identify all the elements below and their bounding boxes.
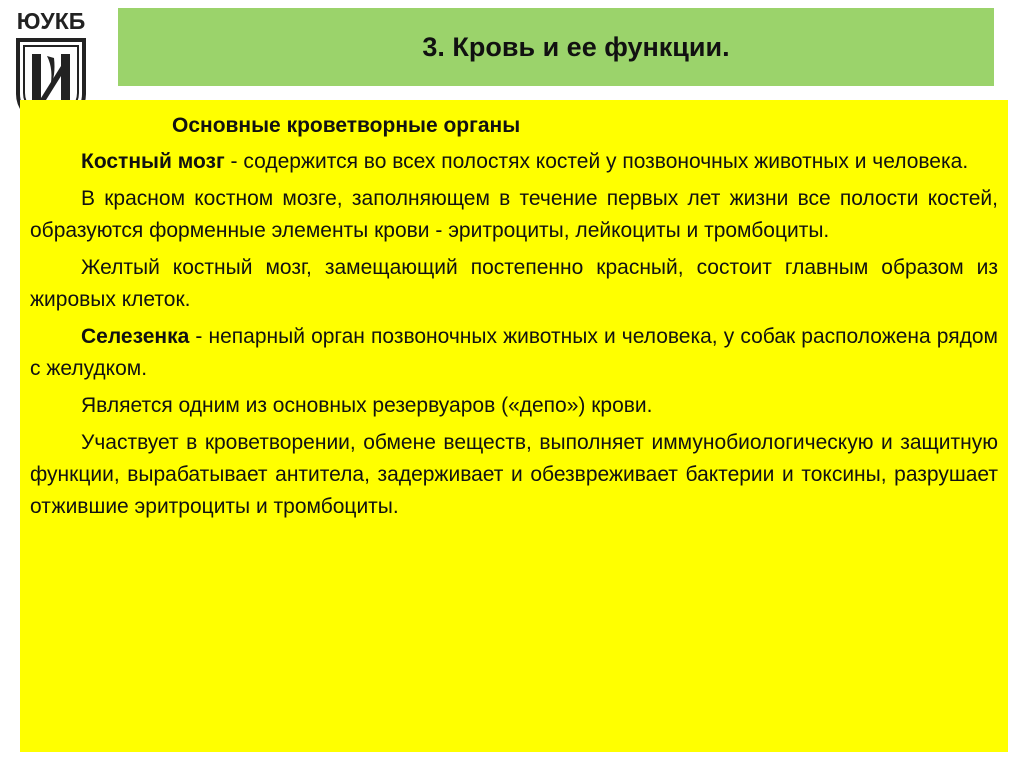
paragraph-reservoir xyxy=(30,390,998,422)
slide-title: 3. Кровь и ее функции. xyxy=(422,31,730,62)
logo-text: ЮУКБ xyxy=(16,8,86,34)
paragraph-red-marrow xyxy=(30,183,998,247)
paragraph-text: - содержится во всех полостях костей у позвоночных животных и человека. xyxy=(224,150,969,173)
paragraph-functions xyxy=(30,427,998,523)
title-bar xyxy=(118,8,994,86)
paragraph-yellow-marrow xyxy=(30,252,998,316)
paragraph-text: - непарный орган позвоночных животных и человека, у собак расположена рядом с желудком. xyxy=(30,325,998,380)
content-subtitle: Основные кроветворные органы xyxy=(172,114,521,137)
paragraph-bone-marrow xyxy=(30,146,998,178)
paragraph-spleen xyxy=(30,321,998,385)
paragraph-text: В красном костном мозге, заполняющем в течение первых лет жизни все полости костей, образуются форменные элементы крови - эритроциты, лейкоциты и тромбоциты. xyxy=(30,187,998,242)
paragraph-text: Участвует в кроветворении, обмене веществ, выполняет иммунобиологическую и защитную функции, вырабатывает антитела, задерживает и обезвреживает бактерии и токсины, разрушает отжившие эритроциты и тромбоциты. xyxy=(30,431,998,518)
paragraph-text: Желтый костный мозг, замещающий постепенно красный, состоит главным образом из жировых клеток. xyxy=(30,256,998,311)
paragraph-text: Является одним из основных резервуаров («депо») крови. xyxy=(81,394,653,417)
term-spleen: Селезенка xyxy=(81,325,190,348)
content-panel xyxy=(20,100,1008,752)
term-bone-marrow: Костный мозг xyxy=(81,150,225,173)
